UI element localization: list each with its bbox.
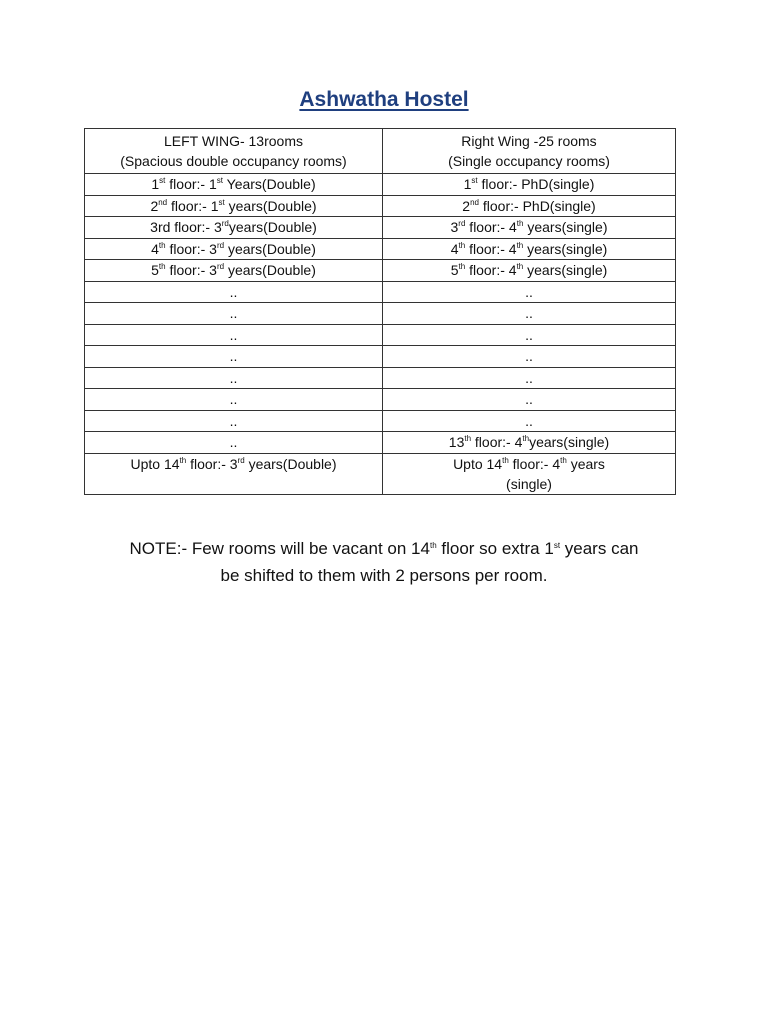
note-superscript: th (429, 541, 437, 550)
note-paragraph (60, 535, 708, 589)
table-row (85, 238, 676, 260)
right-wing-cell (383, 453, 676, 494)
right-wing-cell (383, 410, 676, 432)
cell-text: floor:- PhD(single) (479, 197, 596, 214)
cell-text: .. (525, 391, 533, 408)
left-wing-cell (85, 453, 383, 494)
cell-superscript: nd (158, 197, 168, 207)
right-wing-cell (383, 281, 676, 303)
cell-text: years(single) (523, 240, 608, 257)
cell-text: 13 (448, 434, 465, 451)
cell-superscript: th (516, 262, 524, 272)
cell-text: floor:- 4 (465, 219, 517, 236)
right-wing-cell (383, 303, 676, 325)
right-wing-cell (383, 389, 676, 411)
cell-text: .. (525, 412, 533, 429)
table-row (85, 195, 676, 217)
left-wing-cell (85, 303, 383, 325)
cell-superscript: th (464, 434, 472, 444)
cell-text: floor:- 4 (465, 240, 517, 257)
right-wing-subtitle: (Single occupancy rooms) (448, 153, 610, 169)
cell-text: 4 (450, 240, 459, 257)
left-wing-cell (85, 389, 383, 411)
cell-text: .. (229, 391, 238, 408)
cell-text: 1 (151, 176, 160, 193)
cell-text: years(Double) (228, 219, 317, 236)
cell-superscript: rd (458, 219, 466, 229)
right-wing-title: Right Wing -25 rooms (461, 133, 597, 149)
cell-superscript: rd (216, 240, 225, 250)
cell-text: 3 (450, 219, 459, 236)
cell-superscript: th (516, 240, 524, 250)
cell-text: 4 (151, 240, 159, 257)
cell-text: floor:- PhD(single) (477, 176, 595, 193)
note-superscript: st (553, 541, 561, 550)
table-body (85, 174, 676, 495)
left-wing-cell (85, 260, 383, 282)
cell-text: Years(Double) (223, 176, 316, 193)
cell-text: floor:- 1 (167, 197, 219, 214)
table-row (85, 174, 676, 196)
cell-superscript: th (458, 240, 466, 250)
cell-text: .. (229, 305, 238, 322)
cell-text: 3rd floor:- 3 (150, 219, 222, 236)
cell-superscript: th (516, 219, 524, 229)
note-text: NOTE:- Few rooms will be vacant on 14 (129, 539, 430, 558)
table-row (85, 410, 676, 432)
cell-text: years(single) (523, 219, 608, 236)
cell-text: .. (525, 326, 533, 343)
right-wing-cell (383, 174, 676, 196)
left-wing-subtitle: (Spacious double occupancy rooms) (120, 153, 347, 169)
table-row (85, 281, 676, 303)
note-line-1 (60, 535, 708, 562)
left-wing-cell (85, 281, 383, 303)
table-head (85, 129, 676, 174)
cell-text: 5 (151, 262, 159, 279)
left-wing-cell (85, 195, 383, 217)
table-row (85, 432, 676, 454)
cell-text: .. (525, 305, 533, 322)
left-wing-cell (85, 174, 383, 196)
left-wing-header (85, 129, 383, 174)
cell-text: floor:- 4 (465, 262, 517, 279)
cell-text: .. (229, 412, 238, 429)
note-text: years can (560, 539, 639, 558)
cell-text: .. (525, 348, 533, 365)
cell-superscript: rd (237, 455, 245, 465)
cell-superscript: st (159, 176, 166, 186)
left-wing-cell (85, 410, 383, 432)
cell-superscript: th (158, 240, 166, 250)
note-line-2: be shifted to them with 2 persons per room. (220, 566, 548, 585)
cell-text: years(single) (523, 262, 608, 279)
cell-text: years(Double) (224, 262, 316, 279)
cell-text: floor:- 3 (165, 262, 217, 279)
cell-superscript: rd (221, 219, 229, 229)
right-wing-cell (383, 346, 676, 368)
cell-superscript: th (158, 262, 166, 272)
right-wing-cell (383, 324, 676, 346)
table-row (85, 389, 676, 411)
cell-text: years(Double) (224, 197, 317, 214)
cell-superscript: th (179, 455, 187, 465)
cell-text: .. (525, 283, 533, 300)
right-wing-cell (383, 367, 676, 389)
cell-text: 5 (450, 262, 459, 279)
left-wing-cell (85, 346, 383, 368)
cell-text: years (566, 455, 605, 472)
cell-text: floor:- 4 (471, 434, 523, 451)
table-row (85, 324, 676, 346)
header-row (85, 129, 676, 174)
cell-superscript: th (522, 434, 530, 444)
cell-text: (single) (506, 475, 552, 492)
cell-text: years(Double) (224, 240, 316, 257)
table-row (85, 303, 676, 325)
cell-text: floor:- 1 (165, 176, 217, 193)
left-wing-cell (85, 432, 383, 454)
cell-text: .. (229, 434, 238, 451)
hostel-allocation-table (84, 128, 676, 495)
cell-superscript: rd (216, 262, 225, 272)
table-row (85, 453, 676, 494)
cell-text: Upto 14 (130, 455, 180, 472)
cell-text: 2 (462, 197, 471, 214)
cell-text: 2 (150, 197, 159, 214)
cell-superscript: th (560, 455, 567, 465)
table-row (85, 367, 676, 389)
cell-text: years(single) (529, 434, 610, 451)
right-wing-header (383, 129, 676, 174)
cell-text: .. (229, 283, 238, 300)
cell-text: floor:- 3 (165, 240, 217, 257)
left-wing-cell (85, 324, 383, 346)
table-row (85, 260, 676, 282)
cell-text: floor:- 4 (508, 455, 561, 472)
note-text: floor so extra 1 (436, 539, 554, 558)
cell-text: Upto 14 (453, 455, 503, 472)
cell-text: .. (229, 348, 238, 365)
right-wing-cell (383, 238, 676, 260)
left-wing-title: LEFT WING- 13rooms (164, 133, 303, 149)
page-title-text: Ashwatha Hostel (299, 88, 469, 111)
cell-superscript: st (218, 197, 225, 207)
cell-text: floor:- 3 (186, 455, 238, 472)
right-wing-cell (383, 432, 676, 454)
cell-text: years(Double) (244, 455, 337, 472)
cell-superscript: nd (470, 197, 479, 207)
right-wing-cell (383, 195, 676, 217)
left-wing-cell (85, 367, 383, 389)
cell-superscript: th (458, 262, 466, 272)
right-wing-cell (383, 217, 676, 239)
cell-text: .. (525, 369, 533, 386)
page-title (0, 88, 768, 112)
left-wing-cell (85, 217, 383, 239)
right-wing-cell (383, 260, 676, 282)
table-row (85, 346, 676, 368)
cell-superscript: st (216, 176, 223, 186)
cell-text: .. (229, 326, 238, 343)
cell-superscript: st (471, 176, 478, 186)
cell-text: 1 (463, 176, 472, 193)
cell-text: .. (229, 369, 238, 386)
left-wing-cell (85, 238, 383, 260)
table-row (85, 217, 676, 239)
cell-superscript: th (502, 455, 509, 465)
